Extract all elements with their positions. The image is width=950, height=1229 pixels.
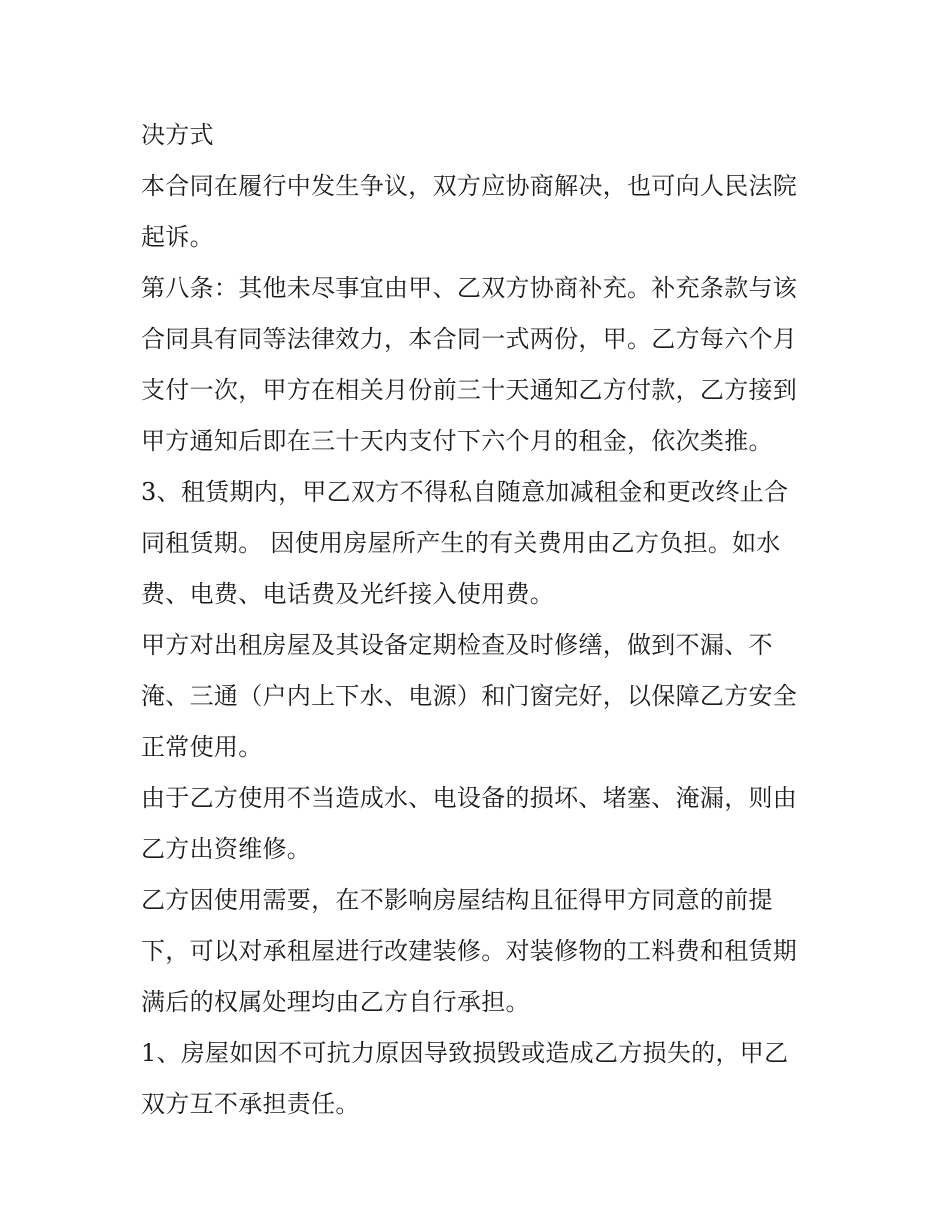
text-line: 淹、三通（户内上下水、电源）和门窗完好，以保障乙方安全 [141,682,798,710]
text-line: 1、房屋如因不可抗力原因导致损毁或造成乙方损失的，甲乙 [141,1039,789,1067]
text-line: 由于乙方使用不当造成水、电设备的损坏、堵塞、淹漏，则由 [141,784,798,812]
text-line: 乙方因使用需要，在不影响房屋结构且征得甲方同意的前提 [141,886,773,914]
text-line: 甲方对出租房屋及其设备定期检查及时修缮，做到不漏、不 [141,631,773,659]
text-line: 起诉。 [141,223,214,251]
text-line: 正常使用。 [141,733,263,761]
text-line: 满后的权属处理均由乙方自行承担。 [141,988,530,1016]
text-line: 决方式 [141,121,214,149]
text-line: 费、电费、电话费及光纤接入使用费。 [141,580,555,608]
text-line: 支付一次，甲方在相关月份前三十天通知乙方付款，乙方接到 [141,376,798,404]
contract-text [141,110,821,1130]
text-line: 合同具有同等法律效力，本合同一式两份，甲。乙方每六个月 [141,325,798,353]
text-line: 3、租赁期内，甲乙双方不得私自随意加减租金和更改终止合 [141,478,789,506]
text-line: 双方互不承担责任。 [141,1090,360,1118]
text-line: 甲方通知后即在三十天内支付下六个月的租金，依次类推。 [141,427,773,455]
text-line: 本合同在履行中发生争议，双方应协商解决，也可向人民法院 [141,172,798,200]
text-line: 下，可以对承租屋进行改建装修。对装修物的工料费和租赁期 [141,937,798,965]
text-line: 乙方出资维修。 [141,835,312,863]
text-line: 同租赁期。 因使用房屋所产生的有关费用由乙方负担。如水 [141,529,781,557]
text-line: 第八条：其他未尽事宜由甲、乙双方协商补充。补充条款与该 [141,274,798,302]
